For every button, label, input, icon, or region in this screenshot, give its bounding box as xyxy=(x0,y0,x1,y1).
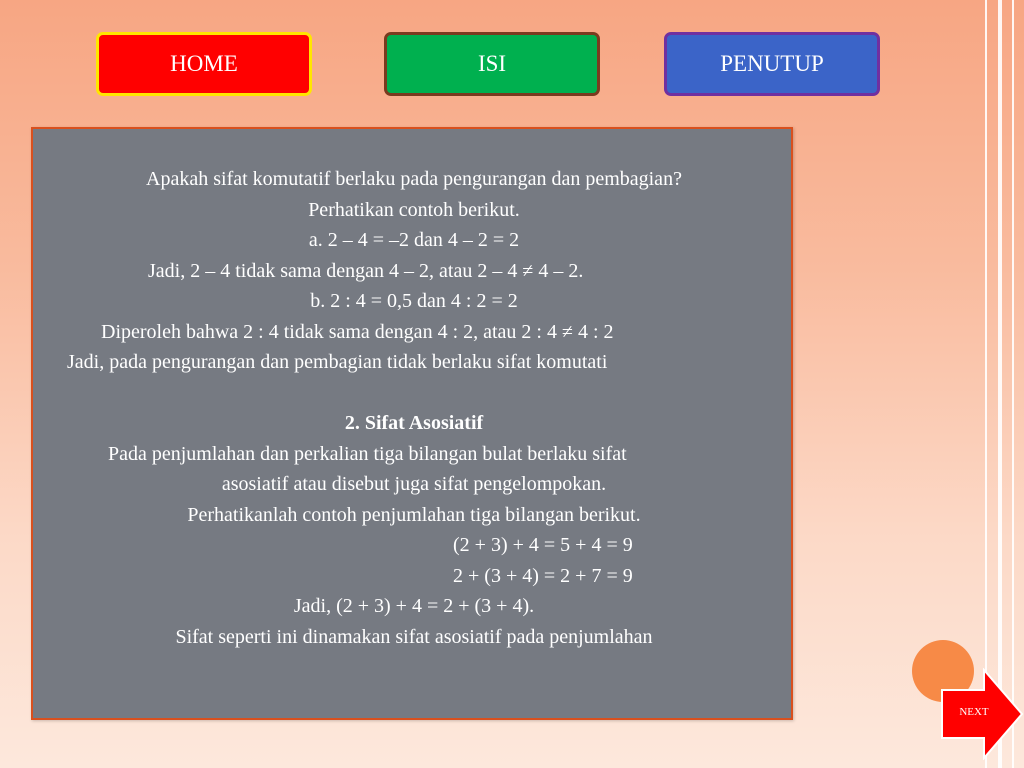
section-heading: 2. Sifat Asosiatif xyxy=(344,412,484,434)
content-line: Perhatikanlah contoh penjumlahan tiga bilangan berikut. xyxy=(187,504,641,526)
content-line: (2 + 3) + 4 = 5 + 4 = 9 xyxy=(453,534,633,556)
home-button[interactable]: HOME xyxy=(96,32,312,96)
content-line: Pada penjumlahan dan perkalian tiga bilangan bulat berlaku sifat xyxy=(108,443,627,465)
content-line: a. 2 – 4 = –2 dan 4 – 2 = 2 xyxy=(308,229,520,251)
content-line: 2 + (3 + 4) = 2 + 7 = 9 xyxy=(453,565,633,587)
content-line: Jadi, (2 + 3) + 4 = 2 + (3 + 4). xyxy=(293,595,535,617)
content-line: b. 2 : 4 = 0,5 dan 4 : 2 = 2 xyxy=(310,290,518,312)
isi-button[interactable]: ISI xyxy=(384,32,600,96)
next-button[interactable] xyxy=(940,668,1024,760)
penutup-button[interactable]: PENUTUP xyxy=(664,32,880,96)
content-panel xyxy=(31,127,793,720)
content-line: Jadi, pada pengurangan dan pembagian tidak berlaku sifat komutati xyxy=(67,351,608,373)
decorative-line xyxy=(985,0,987,768)
content-line: Diperoleh bahwa 2 : 4 tidak sama dengan 4 : 2, atau 2 : 4 ≠ 4 : 2 xyxy=(101,321,614,343)
content-line: Jadi, 2 – 4 tidak sama dengan 4 – 2, atau 2 – 4 ≠ 4 – 2. xyxy=(148,260,584,282)
decorative-line xyxy=(1012,0,1014,768)
decorative-line xyxy=(998,0,1002,768)
next-label: NEXT xyxy=(959,706,989,718)
content-line: Perhatikan contoh berikut. xyxy=(308,199,520,221)
content-line: Apakah sifat komutatif berlaku pada pengurangan dan pembagian? xyxy=(146,168,682,190)
content-line: Sifat seperti ini dinamakan sifat asosiatif pada penjumlahan xyxy=(175,626,653,648)
content-line: asosiatif atau disebut juga sifat pengelompokan. xyxy=(221,473,607,495)
